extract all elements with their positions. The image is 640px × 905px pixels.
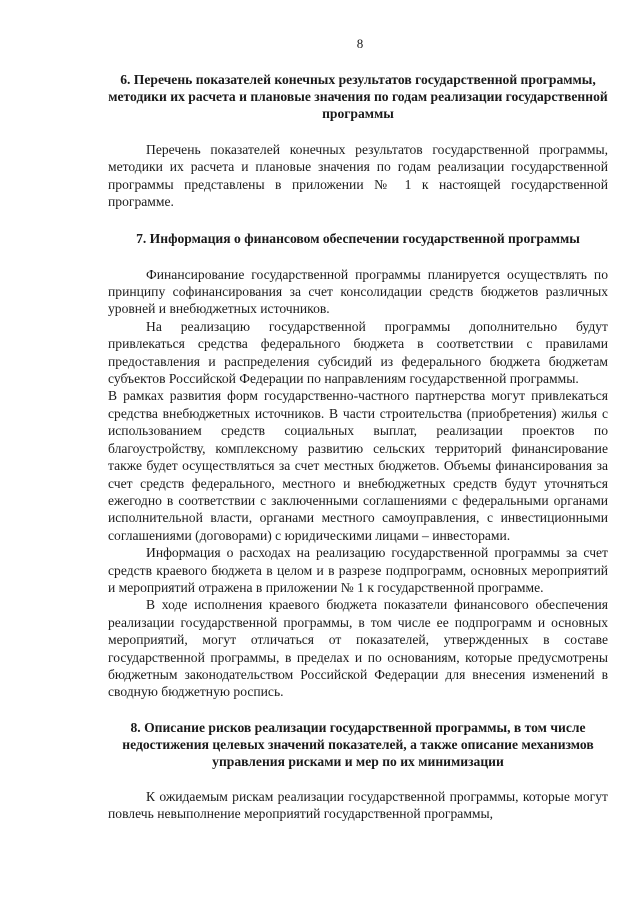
section-7-paragraph-5: В ходе исполнения краевого бюджета показатели финансового обеспечения реализации государственной программы, в том числе ее подпрограмм и основных мероприятий, могут отличаться от показателей, утвержденных в составе государственной программы, в пределах и по основаниям, которые предусмотрены бюджетным законодательством Российской Федерации для внесения изменений в сводную бюджетную роспись. [108, 597, 608, 700]
document-page [108, 36, 608, 823]
section-7-paragraph-3: В рамках развития форм государственно-частного партнерства могут привлекаться средства внебюджетных источников. В части строительства (приобретения) жилья с использованием средств социальных выплат, реализации проектов по благоустройству, комплексному развитию сельских территорий финансирование также будет осуществляться за счет местных бюджетов. Объемы финансирования за счет средств федерального, местного и внебюджетных средств будут уточняться ежегодно в соответствии с заключенными соглашениями с федеральными органами исполнительной власти, органами местного самоуправления, с инвестиционными соглашениями (договорами) с юридическими лицами – инвесторами. [108, 388, 608, 543]
section-7-heading: 7. Информация о финансовом обеспечении государственной программы [136, 230, 580, 246]
section-7-paragraph-1: Финансирование государственной программы планируется осуществлять по принципу софинансирования за счет консолидации средств бюджетов различных уровней и внебюджетных источников. [108, 266, 608, 317]
section-6-paragraph: Перечень показателей конечных результатов государственной программы, методики их расчета и плановые значения по годам реализации государственной программы представлены в приложении № 1 к настоящей государственной программе. [108, 142, 608, 210]
page-number: 8 [356, 36, 364, 51]
section-8-heading: 8. Описание рисков реализации государственной программы, в том числе недостижения целевых значений показателей, а также описание механизмов управления рисками и мер по их минимизации [122, 719, 594, 769]
section-7-paragraph-2: На реализацию государственной программы дополнительно будут привлекаться средства федерального бюджета в соответствии с правилами предоставления и распределения субсидий из федерального бюджета бюджетам субъектов Российской Федерации по направлениям государственной программы. [108, 318, 608, 387]
section-6-heading: 6. Перечень показателей конечных результатов государственной программы, методики их расчета и плановые значения по годам реализации государственной программы [108, 72, 608, 121]
section-7-paragraph-4: Информация о расходах на реализацию государственной программы за счет средств краевого бюджета в целом и в разрезе подпрограмм, основных мероприятий и мероприятий отражена в приложении № 1 к государственной программе. [108, 545, 608, 595]
section-8-paragraph: К ожидаемым рискам реализации государственной программы, которые могут повлечь невыполнение мероприятий государственной программы, [108, 788, 608, 822]
